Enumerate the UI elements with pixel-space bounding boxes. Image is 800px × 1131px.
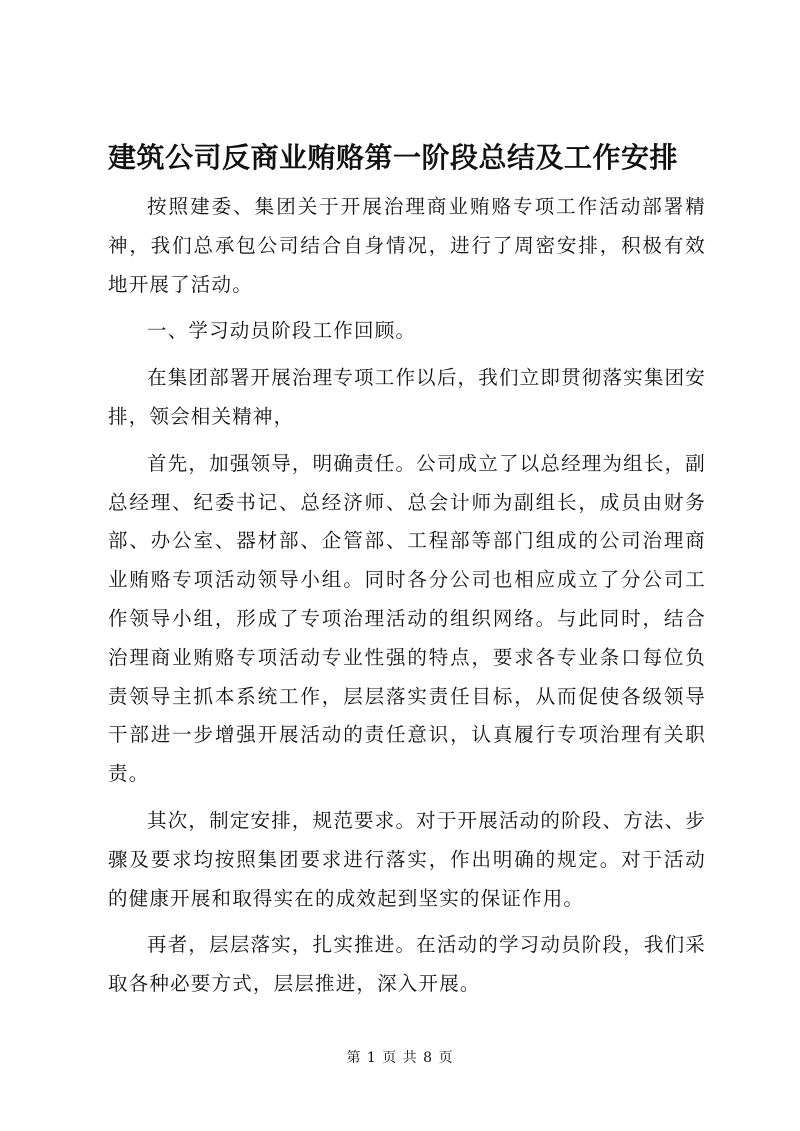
page-footer: 第 1 页 共 8 页 xyxy=(346,1050,454,1066)
paragraph-deployment: 在集团部署开展治理专项工作以后，我们立即贯彻落实集团安排，领会相关精神， xyxy=(108,366,706,428)
document-body xyxy=(108,188,706,1012)
document-title: 建筑公司反商业贿赂第一阶段总结及工作安排 xyxy=(108,141,679,174)
paragraph-second: 其次，制定安排，规范要求。对于开展活动的阶段、方法、步骤及要求均按照集团要求进行落实，作出明确的规定。对于活动的健康开展和取得实在的成效起到坚实的保证作用。 xyxy=(108,808,706,910)
paragraph-third: 再者，层层落实，扎实推进。在活动的学习动员阶段，我们采取各种必要方式，层层推进，深入开展。 xyxy=(108,933,706,996)
paragraph-intro: 按照建委、集团关于开展治理商业贿赂专项工作活动部署精神，我们总承包公司结合自身情况，进行了周密安排，积极有效地开展了活动。 xyxy=(108,195,706,296)
paragraph-section-heading: 一、学习动员阶段工作回顾。 xyxy=(147,319,417,343)
paragraph-first: 首先，加强领导，明确责任。公司成立了以总经理为组长，副总经理、纪委书记、总经济师、总会计师为副组长，成员由财务部、办公室、器材部、企管部、工程部等部门组成的公司治理商业贿赂专项活动领导小组。同时各分公司也相应成立了分公司工作领导小组，形成了专项治理活动的组织网络。与此同时，结合治理商业贿赂专项活动专业性强的特点，要求各专业条口每位负责领导主抓本系统工作，层层落实责任目标，从而促使各级领导干部进一步增强开展活动的责任意识，认真履行专项治理有关职责。 xyxy=(108,451,706,786)
